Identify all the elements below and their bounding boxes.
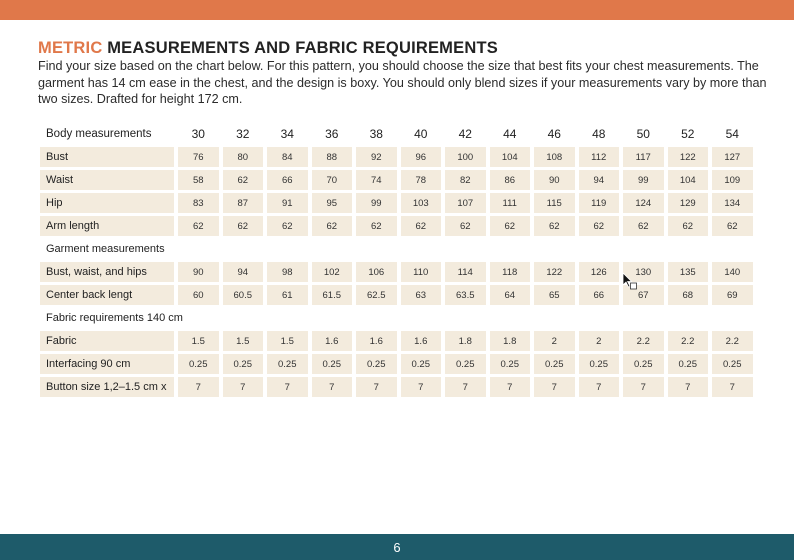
table-cell: 127 — [712, 147, 753, 167]
table-row — [40, 147, 753, 167]
table-cell: 135 — [668, 262, 709, 282]
table-cell: 62 — [534, 216, 575, 236]
body-measurements-header: Body measurements — [46, 128, 152, 140]
row-label: Waist — [40, 170, 174, 190]
size-header: 30 — [191, 127, 205, 141]
table-cell: 0.25 — [445, 354, 486, 374]
table-cell: 62 — [623, 216, 664, 236]
table-cell: 129 — [668, 193, 709, 213]
table-cell: 122 — [668, 147, 709, 167]
table-cell: 7 — [267, 377, 308, 397]
row-label: Fabric — [40, 331, 174, 351]
table-cell: 7 — [668, 377, 709, 397]
page-title — [38, 39, 498, 58]
table-cell: 2 — [579, 331, 620, 351]
top-accent-bar — [0, 0, 794, 20]
size-header: 52 — [681, 127, 695, 141]
table-cell: 1.6 — [356, 331, 397, 351]
table-cell: 104 — [490, 147, 531, 167]
table-cell: 62 — [579, 216, 620, 236]
row-label: Button size 1,2–1.5 cm x — [40, 377, 174, 397]
table-cell: 2 — [534, 331, 575, 351]
table-cell: 91 — [267, 193, 308, 213]
size-chart-table — [36, 121, 757, 400]
table-cell: 1.5 — [267, 331, 308, 351]
table-cell: 0.25 — [623, 354, 664, 374]
row-label: Hip — [40, 193, 174, 213]
table-cell: 74 — [356, 170, 397, 190]
table-cell: 65 — [534, 285, 575, 305]
table-cell: 122 — [534, 262, 575, 282]
size-header: 54 — [725, 127, 739, 141]
table-cell: 58 — [178, 170, 219, 190]
table-cell: 64 — [490, 285, 531, 305]
table-cell: 7 — [356, 377, 397, 397]
table-cell: 0.25 — [712, 354, 753, 374]
table-cell: 63.5 — [445, 285, 486, 305]
footer-bar — [0, 534, 794, 560]
table-cell: 82 — [445, 170, 486, 190]
table-cell: 60.5 — [223, 285, 264, 305]
table-row — [40, 170, 753, 190]
table-row — [40, 354, 753, 374]
garment-measurements-heading: Garment measurements — [46, 243, 165, 255]
table-cell: 0.25 — [534, 354, 575, 374]
table-cell: 62 — [267, 216, 308, 236]
table-cell: 7 — [312, 377, 353, 397]
table-cell: 107 — [445, 193, 486, 213]
table-cell: 62 — [356, 216, 397, 236]
table-row — [40, 216, 753, 236]
size-header: 46 — [547, 127, 561, 141]
mouse-pointer-icon — [622, 272, 638, 292]
table-cell: 90 — [178, 262, 219, 282]
table-cell: 114 — [445, 262, 486, 282]
table-cell: 7 — [712, 377, 753, 397]
table-cell: 92 — [356, 147, 397, 167]
table-cell: 68 — [668, 285, 709, 305]
table-cell: 62 — [223, 170, 264, 190]
page-number: 6 — [393, 539, 401, 555]
table-cell: 100 — [445, 147, 486, 167]
size-header: 42 — [458, 127, 472, 141]
table-cell: 140 — [712, 262, 753, 282]
table-cell: 117 — [623, 147, 664, 167]
table-cell: 60 — [178, 285, 219, 305]
table-cell: 1.6 — [401, 331, 442, 351]
table-cell: 0.25 — [356, 354, 397, 374]
table-cell: 62 — [178, 216, 219, 236]
table-cell: 87 — [223, 193, 264, 213]
size-header: 34 — [280, 127, 294, 141]
table-row — [40, 377, 753, 397]
table-cell: 62 — [401, 216, 442, 236]
intro-paragraph: Find your size based on the chart below. For this pattern, you should choose the size that best fits your chest measurements. The garment has 14 cm ease in the chest, and the design is boxy. You should only blend sizes if your measurements vary by more than two sizes. Drafted for height 172 cm. — [38, 59, 767, 106]
table-cell: 62 — [490, 216, 531, 236]
table-cell: 115 — [534, 193, 575, 213]
row-label: Bust — [40, 147, 174, 167]
table-cell: 62 — [445, 216, 486, 236]
table-cell: 7 — [534, 377, 575, 397]
table-cell: 0.25 — [490, 354, 531, 374]
table-cell: 109 — [712, 170, 753, 190]
table-cell: 118 — [490, 262, 531, 282]
table-cell: 62 — [712, 216, 753, 236]
table-cell: 94 — [579, 170, 620, 190]
table-cell: 0.25 — [267, 354, 308, 374]
table-cell: 0.25 — [223, 354, 264, 374]
table-cell: 111 — [490, 193, 531, 213]
table-cell: 7 — [223, 377, 264, 397]
table-cell: 61 — [267, 285, 308, 305]
size-header-row — [40, 124, 753, 144]
table-cell: 95 — [312, 193, 353, 213]
size-header: 40 — [414, 127, 428, 141]
table-cell: 108 — [534, 147, 575, 167]
table-cell: 76 — [178, 147, 219, 167]
table-cell: 7 — [445, 377, 486, 397]
table-cell: 66 — [267, 170, 308, 190]
table-cell: 106 — [356, 262, 397, 282]
table-cell: 62 — [223, 216, 264, 236]
title-accent: METRIC — [38, 39, 103, 57]
table-cell: 88 — [312, 147, 353, 167]
table-cell: 103 — [401, 193, 442, 213]
fabric-requirements-heading: Fabric requirements 140 cm — [46, 312, 183, 324]
table-cell: 7 — [623, 377, 664, 397]
size-chart-body — [40, 147, 753, 397]
table-cell: 1.5 — [223, 331, 264, 351]
row-label: Bust, waist, and hips — [40, 262, 174, 282]
table-row — [40, 262, 753, 282]
table-cell: 2.2 — [712, 331, 753, 351]
table-cell: 70 — [312, 170, 353, 190]
table-cell: 2.2 — [668, 331, 709, 351]
table-cell: 84 — [267, 147, 308, 167]
table-cell: 7 — [579, 377, 620, 397]
table-cell: 1.8 — [490, 331, 531, 351]
table-cell: 0.25 — [668, 354, 709, 374]
table-cell: 78 — [401, 170, 442, 190]
table-cell: 0.25 — [178, 354, 219, 374]
table-cell: 61.5 — [312, 285, 353, 305]
table-cell: 134 — [712, 193, 753, 213]
size-header: 44 — [503, 127, 517, 141]
section-row — [40, 239, 753, 259]
table-cell: 66 — [579, 285, 620, 305]
table-cell: 63 — [401, 285, 442, 305]
table-row — [40, 285, 753, 305]
table-cell: 94 — [223, 262, 264, 282]
table-cell: 0.25 — [579, 354, 620, 374]
table-cell: 7 — [178, 377, 219, 397]
table-row — [40, 193, 753, 213]
table-cell: 96 — [401, 147, 442, 167]
table-row — [40, 331, 753, 351]
table-cell: 2.2 — [623, 331, 664, 351]
table-cell: 62 — [312, 216, 353, 236]
table-cell: 98 — [267, 262, 308, 282]
table-cell: 62.5 — [356, 285, 397, 305]
size-header: 50 — [636, 127, 650, 141]
title-rest: MEASUREMENTS AND FABRIC REQUIREMENTS — [102, 39, 498, 57]
table-cell: 119 — [579, 193, 620, 213]
table-cell: 102 — [312, 262, 353, 282]
row-label: Center back lengt — [40, 285, 174, 305]
size-header: 36 — [325, 127, 339, 141]
table-cell: 1.5 — [178, 331, 219, 351]
table-cell: 0.25 — [401, 354, 442, 374]
table-cell: 7 — [401, 377, 442, 397]
table-cell: 99 — [356, 193, 397, 213]
table-cell: 86 — [490, 170, 531, 190]
table-cell: 104 — [668, 170, 709, 190]
table-cell: 80 — [223, 147, 264, 167]
table-cell: 124 — [623, 193, 664, 213]
table-cell: 112 — [579, 147, 620, 167]
table-cell: 67 — [623, 285, 664, 305]
section-row — [40, 308, 753, 328]
table-cell: 62 — [668, 216, 709, 236]
table-cell: 83 — [178, 193, 219, 213]
size-header: 48 — [592, 127, 606, 141]
table-cell: 1.8 — [445, 331, 486, 351]
row-label: Interfacing 90 cm — [40, 354, 174, 374]
table-cell: 0.25 — [312, 354, 353, 374]
table-cell: 1.6 — [312, 331, 353, 351]
table-cell: 99 — [623, 170, 664, 190]
table-cell: 69 — [712, 285, 753, 305]
table-cell: 126 — [579, 262, 620, 282]
row-label: Arm length — [40, 216, 174, 236]
table-cell: 130 — [623, 262, 664, 282]
table-cell: 7 — [490, 377, 531, 397]
table-cell: 110 — [401, 262, 442, 282]
size-header: 38 — [369, 127, 383, 141]
table-cell: 90 — [534, 170, 575, 190]
size-header: 32 — [236, 127, 250, 141]
